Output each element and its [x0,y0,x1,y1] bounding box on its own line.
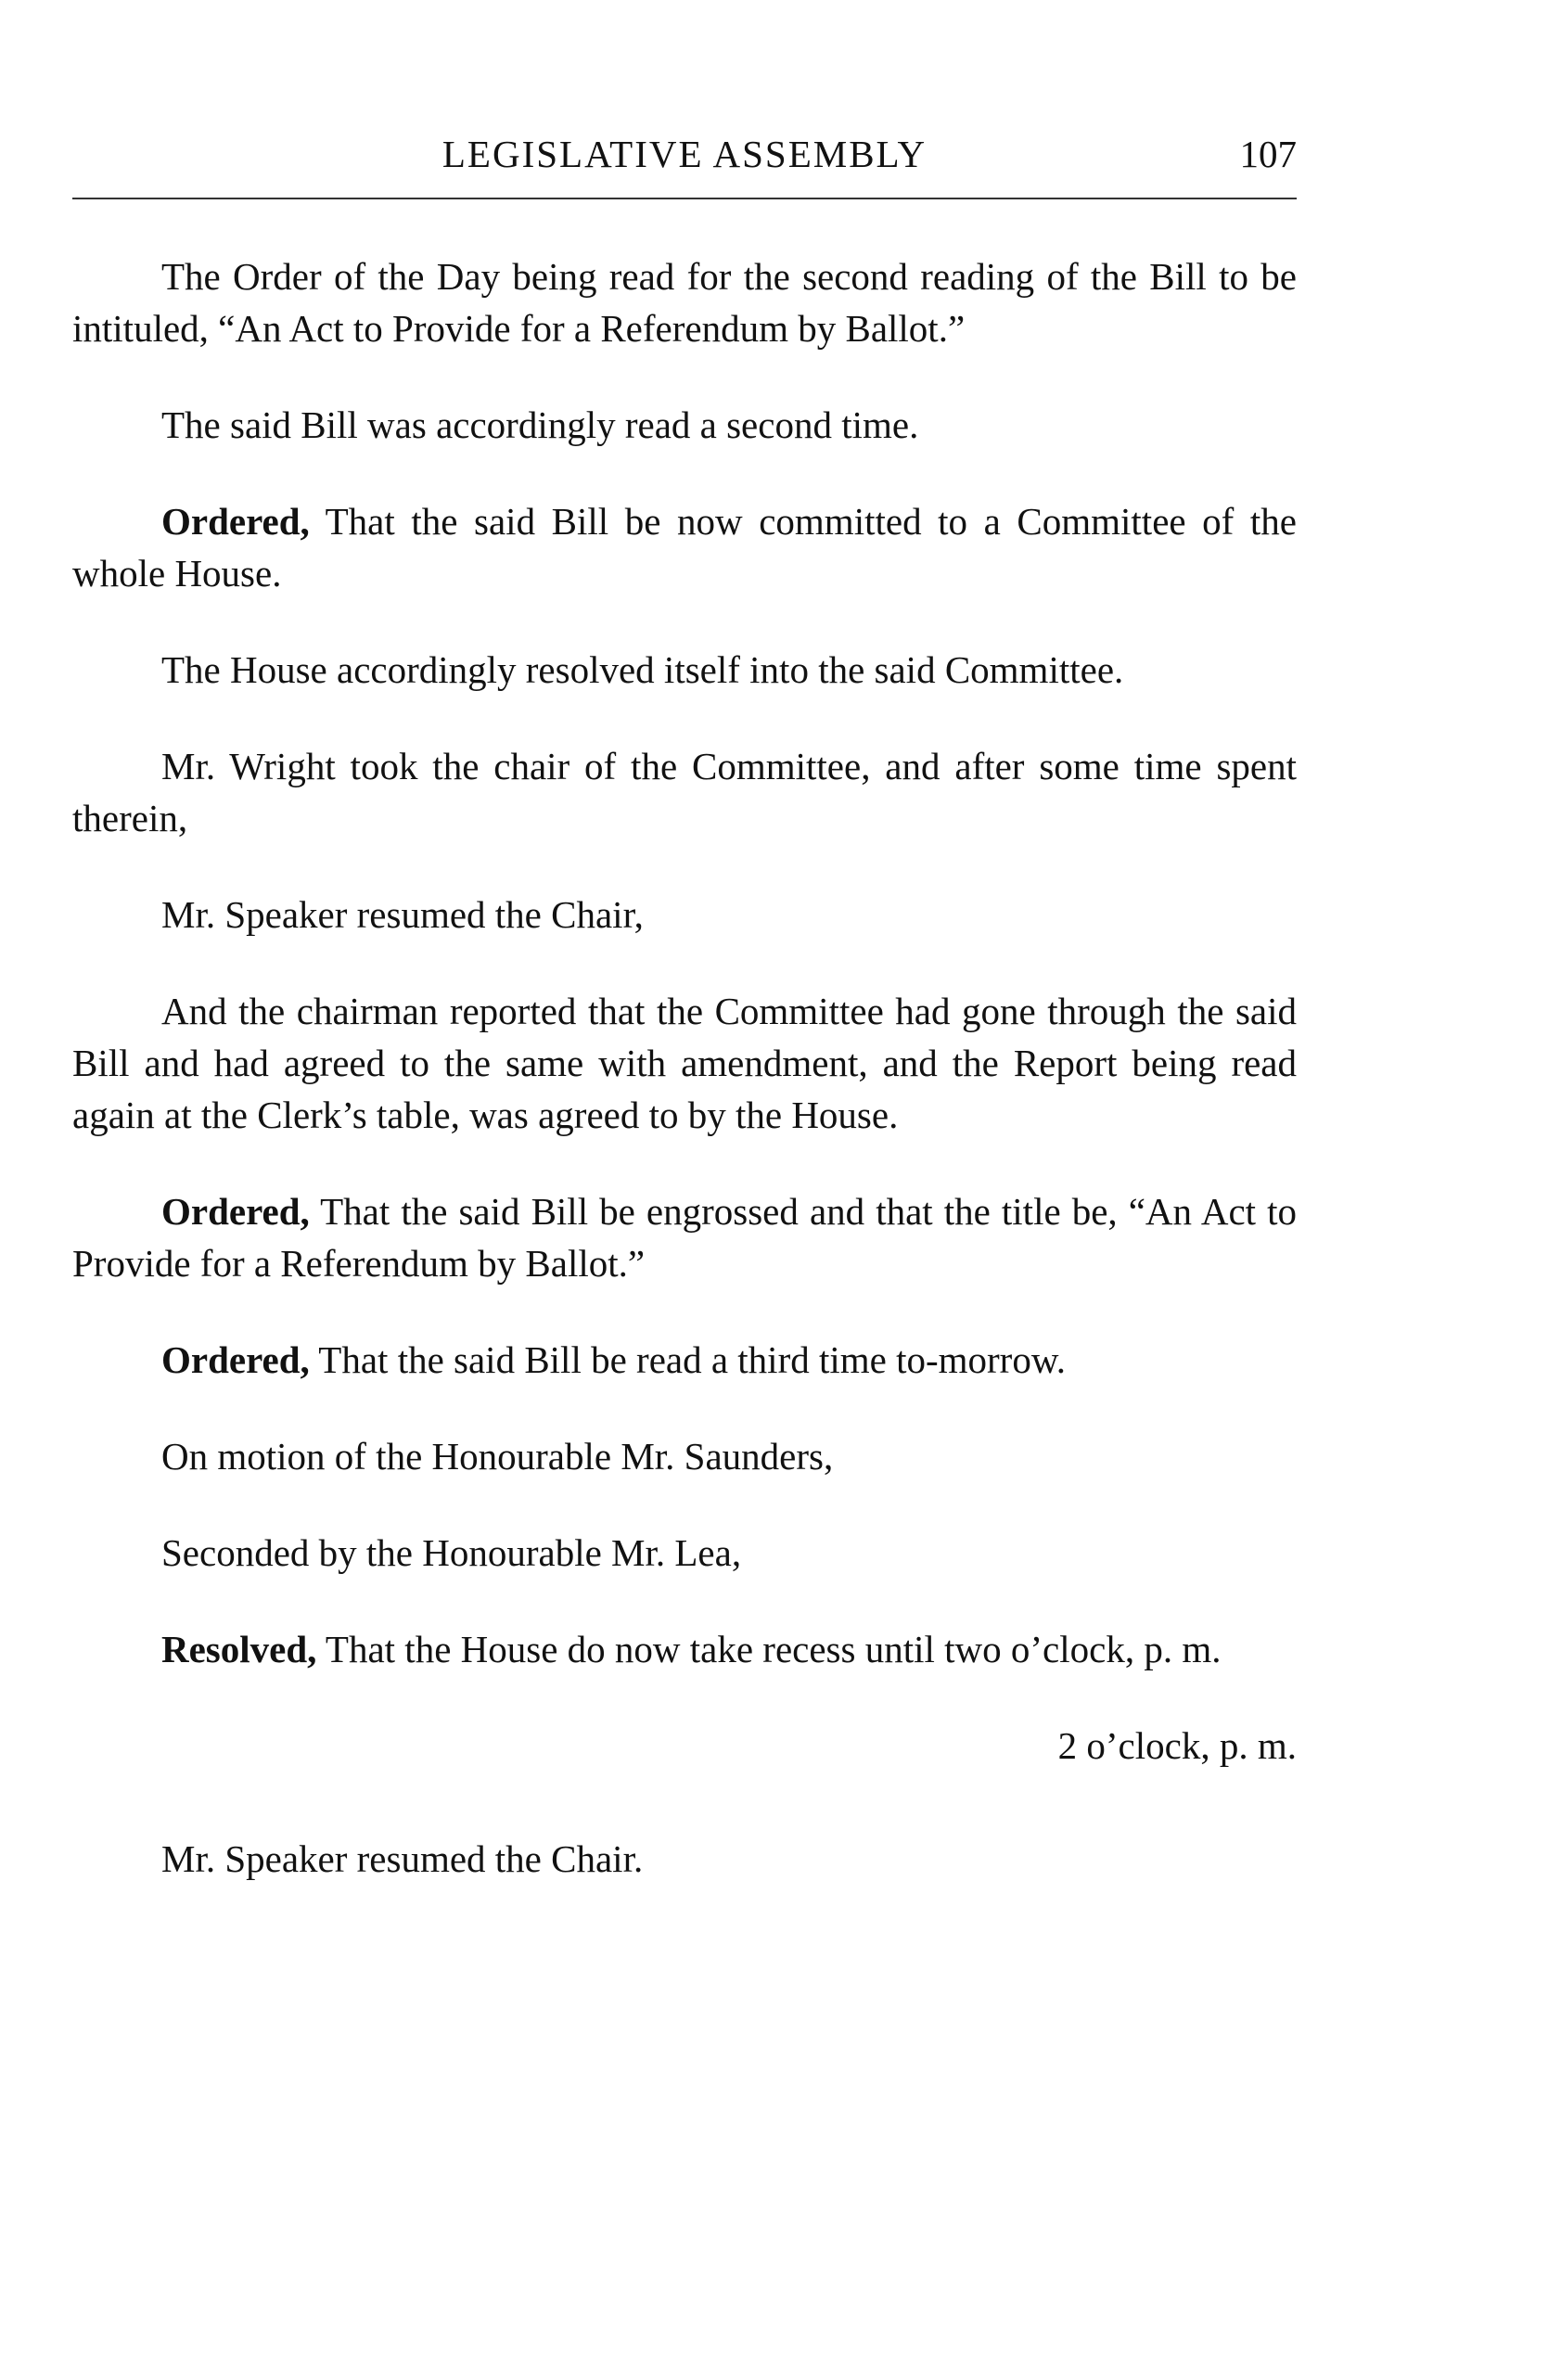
paragraph [72,889,1297,940]
paragraph-lead: Resolved, [161,1628,317,1670]
paragraph [72,1430,1297,1482]
header-rule [72,198,1297,199]
page-number: 107 [1239,133,1297,175]
paragraph-text: That the said Bill be read a third time to-morrow. [309,1338,1067,1381]
paragraph-text: That the House do now take recess until two o’clock, p. m. [316,1628,1222,1670]
body-text [72,250,1297,1929]
paragraph-lead: Ordered, [161,500,310,543]
paragraph-text: The said Bill was accordingly read a second time. [161,403,919,446]
paragraph-lead: Ordered, [161,1338,310,1381]
paragraph [72,495,1297,599]
running-header [72,132,1297,187]
paragraph [72,1527,1297,1579]
paragraph [72,644,1297,696]
paragraph-text: Mr. Speaker resumed the Chair, [161,893,644,936]
paragraph [72,1334,1297,1386]
header-title: LEGISLATIVE ASSEMBLY [441,133,928,175]
paragraph-text: On motion of the Honourable Mr. Saunders, [161,1435,834,1478]
paragraph-lead: Ordered, [161,1190,310,1233]
paragraph-text: That the said Bill be now committed to a Committee of the whole House. [72,500,1297,595]
paragraph-text: The House accordingly resolved itself into the said Committee. [161,648,1124,691]
paragraph [72,250,1297,354]
paragraph [72,1623,1297,1675]
paragraph [72,985,1297,1141]
time-marker: 2 o’clock, p. m. [1057,1724,1297,1767]
paragraph-text: Mr. Wright took the chair of the Committee, and after some time spent therein, [72,745,1297,839]
paragraph [72,399,1297,451]
paragraph-text: Seconded by the Honourable Mr. Lea, [161,1531,742,1574]
paragraph [72,740,1297,844]
paragraph-text: The Order of the Day being read for the second reading of the Bill to be intituled, “An Act to Provide for a Referendum by Ballot.” [72,255,1297,350]
paragraph [72,1185,1297,1289]
closing-line: Mr. Speaker resumed the Chair. [161,1837,644,1880]
paragraph-text: That the said Bill be engrossed and that the title be, “An Act to Provide for a Referendum by Ballot.” [72,1190,1297,1285]
paragraph-text: And the chairman reported that the Committee had gone through the said Bill and had agreed to the same with amendment, and the Report being read again at the Clerk’s table, was agreed to by the House. [72,990,1297,1136]
